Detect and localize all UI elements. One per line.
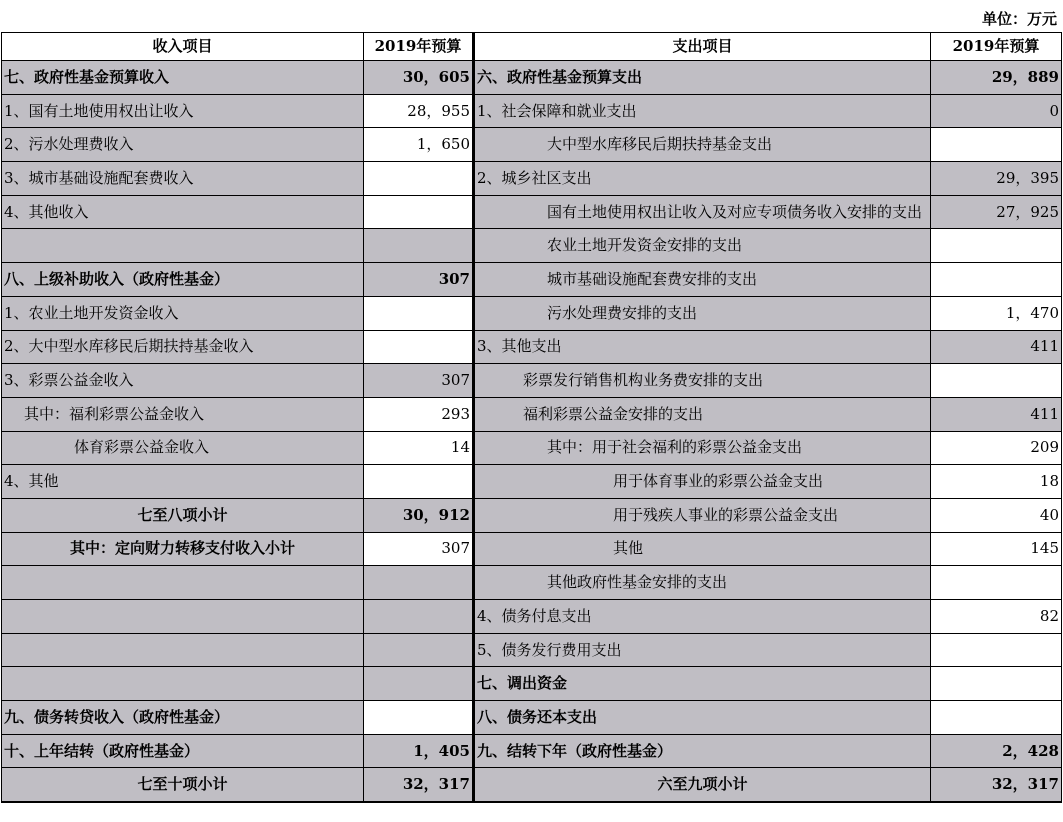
income-value [364,633,474,667]
expense-value: 82 [931,600,1062,634]
table-row [2,701,1062,735]
expense-item: 六、政府性基金预算支出 [474,61,931,95]
table-row [2,330,1062,364]
table-row [2,532,1062,566]
table-row [2,600,1062,634]
expense-value [931,364,1062,398]
income-value [364,162,474,196]
income-item: 1、国有土地使用权出让收入 [2,94,364,128]
income-value [364,600,474,634]
income-item: 4、其他收入 [2,195,364,229]
income-item: 九、债务转贷收入（政府性基金） [2,701,364,735]
table-row [2,498,1062,532]
income-item [2,667,364,701]
expense-item: 1、社会保障和就业支出 [474,94,931,128]
expense-value: 145 [931,532,1062,566]
expense-value: 18 [931,465,1062,499]
table-row [2,566,1062,600]
income-value [364,465,474,499]
income-value [364,296,474,330]
expense-value [931,229,1062,263]
expense-item: 国有土地使用权出让收入及对应专项债务收入安排的支出 [474,195,931,229]
income-item: 十、上年结转（政府性基金） [2,734,364,768]
table-row [2,61,1062,95]
expense-item: 用于体育事业的彩票公益金支出 [474,465,931,499]
income-value [364,330,474,364]
income-item: 七至八项小计 [2,498,364,532]
income-item: 2、大中型水库移民后期扶持基金收入 [2,330,364,364]
budget-table [1,32,1062,803]
income-item: 3、彩票公益金收入 [2,364,364,398]
income-value: 28，955 [364,94,474,128]
table-row [2,229,1062,263]
expense-item: 福利彩票公益金安排的支出 [474,397,931,431]
income-item: 3、城市基础设施配套费收入 [2,162,364,196]
expense-item: 八、债务还本支出 [474,701,931,735]
expense-item: 污水处理费安排的支出 [474,296,931,330]
income-value [364,195,474,229]
income-budget-header: 2019年预算 [364,33,474,61]
income-item [2,229,364,263]
income-value [364,667,474,701]
expense-value: 1，470 [931,296,1062,330]
expense-item: 农业土地开发资金安排的支出 [474,229,931,263]
expense-item: 六至九项小计 [474,768,931,802]
expense-item: 其他 [474,532,931,566]
income-item [2,600,364,634]
table-row [2,364,1062,398]
table-row [2,397,1062,431]
income-value: 32，317 [364,768,474,802]
income-value [364,701,474,735]
income-item: 八、上级补助收入（政府性基金） [2,263,364,297]
expense-item: 4、债务付息支出 [474,600,931,634]
expense-value [931,667,1062,701]
income-value: 307 [364,263,474,297]
table-row [2,633,1062,667]
expense-value: 0 [931,94,1062,128]
expense-value [931,128,1062,162]
income-item: 其中：福利彩票公益金收入 [2,397,364,431]
expense-item: 彩票发行销售机构业务费安排的支出 [474,364,931,398]
table-row [2,263,1062,297]
income-value: 307 [364,532,474,566]
income-item: 七至十项小计 [2,768,364,802]
expense-value: 411 [931,330,1062,364]
table-row [2,667,1062,701]
expense-value: 40 [931,498,1062,532]
income-item [2,633,364,667]
expense-item: 大中型水库移民后期扶持基金支出 [474,128,931,162]
table-row [2,465,1062,499]
expense-item: 城市基础设施配套费安排的支出 [474,263,931,297]
header-row [2,33,1062,61]
expense-value: 32，317 [931,768,1062,802]
table-row [2,768,1062,802]
table-row [2,195,1062,229]
income-item: 1、农业土地开发资金收入 [2,296,364,330]
expense-value: 209 [931,431,1062,465]
income-item [2,566,364,600]
income-item: 其中：定向财力转移支付收入小计 [2,532,364,566]
income-item: 4、其他 [2,465,364,499]
expense-value [931,701,1062,735]
income-value: 14 [364,431,474,465]
table-row [2,94,1062,128]
expense-value [931,263,1062,297]
income-item: 2、污水处理费收入 [2,128,364,162]
expense-item: 2、城乡社区支出 [474,162,931,196]
expense-value: 411 [931,397,1062,431]
income-item: 七、政府性基金预算收入 [2,61,364,95]
expense-item: 5、债务发行费用支出 [474,633,931,667]
table-row [2,128,1062,162]
expense-budget-header: 2019年预算 [931,33,1062,61]
income-value: 307 [364,364,474,398]
expense-item-header: 支出项目 [474,33,931,61]
income-value [364,566,474,600]
table-row [2,296,1062,330]
expense-item: 用于残疾人事业的彩票公益金支出 [474,498,931,532]
income-value: 1，405 [364,734,474,768]
expense-item: 九、结转下年（政府性基金） [474,734,931,768]
expense-item: 其他政府性基金安排的支出 [474,566,931,600]
expense-item: 七、调出资金 [474,667,931,701]
income-item: 体育彩票公益金收入 [2,431,364,465]
income-value: 293 [364,397,474,431]
expense-value: 27，925 [931,195,1062,229]
expense-value: 2，428 [931,734,1062,768]
income-value: 30，912 [364,498,474,532]
table-row [2,162,1062,196]
expense-item: 其中：用于社会福利的彩票公益金支出 [474,431,931,465]
income-value [364,229,474,263]
income-item-header: 收入项目 [2,33,364,61]
income-value: 1，650 [364,128,474,162]
expense-value: 29，395 [931,162,1062,196]
expense-item: 3、其他支出 [474,330,931,364]
expense-value: 29，889 [931,61,1062,95]
table-row [2,431,1062,465]
income-value: 30，605 [364,61,474,95]
expense-value [931,633,1062,667]
unit-label: 单位：万元 [981,10,1057,28]
table-row [2,734,1062,768]
expense-value [931,566,1062,600]
